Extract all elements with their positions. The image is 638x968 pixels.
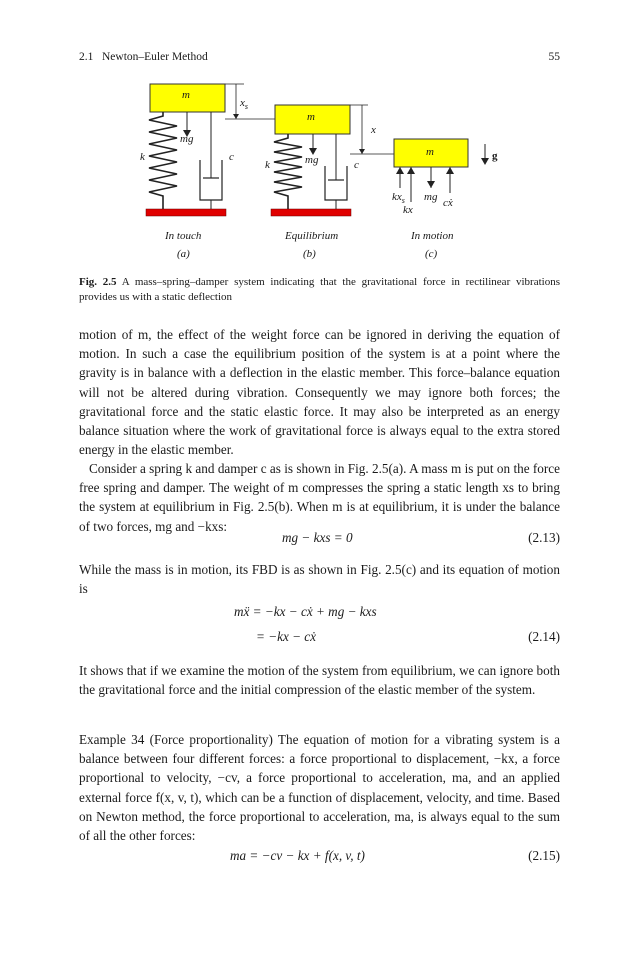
mg-arrowhead-c — [427, 181, 435, 188]
paragraph-4: It shows that if we examine the motion of the system from equilibrium, we can ignore both the gravitational force and the initial compression of the elastic member of the system. — [79, 663, 560, 698]
x-label: x — [371, 124, 376, 136]
xs-label: $x_s$ — [240, 97, 249, 111]
gravity-label: g — [492, 150, 498, 162]
panel-c-tag: (c) — [425, 248, 438, 260]
equation-2-13-number: (2.13) — [528, 530, 560, 545]
figure-caption — [79, 275, 560, 305]
paragraph-5-example-34: Example 34 (Force proportionality) The equation of motion for a vibrating system is a balance between four different forces: a force proportional to displacement, −kx, a force proportional to velocity, −cv, a force proportional to acceleration, ma, and an applied external force f(x, v, t), which can be a function of displacement, velocity, and time. Based on Newton method, the force proportional to acceleration, ma, is always equal to the sum of all the other forces: — [79, 732, 560, 844]
equation-2-14-number: (2.14) — [528, 629, 560, 644]
ground-b — [271, 209, 351, 216]
mass-label-a: m — [182, 89, 190, 101]
ground-a — [146, 209, 226, 216]
equation-2-15: ma = −cv − kx + f(x, v, t) — [230, 848, 365, 863]
spring-a — [149, 112, 177, 209]
figure-2-5 — [0, 78, 638, 268]
page-number: 55 — [548, 51, 560, 63]
kxs-arrowhead — [396, 167, 404, 174]
c-label-b: c — [354, 159, 359, 171]
paragraph-1: motion of m, the effect of the weight force can be ignored in deriving the equation of motion. In such a case the equilibrium position of the system is at a point where the gravity is in balance with a deflection in the elastic member. This force–balance equation will not be altered during vibration. Consequently we may ignore both forces; the gravitational force and the static elastic force. It may also be interpreted as an energy balance situation where the work of gravitational force is always equal to the extra stored energy in the elastic member. — [79, 327, 560, 458]
mass-label-c: m — [426, 146, 434, 158]
equation-2-14-line2: = −kx − cẋ — [256, 629, 317, 644]
panel-b-title: Equilibrium — [285, 230, 339, 242]
panel-b-tag: (b) — [303, 248, 316, 260]
equation-2-14-line1: mẍ = −kx − cẋ + mg − kxs — [234, 604, 377, 619]
section-title: 2.1 Newton–Euler Method — [79, 51, 208, 63]
c-label-a: c — [229, 151, 234, 163]
k-label-a: k — [140, 151, 145, 163]
cxdot-label: cẋ — [443, 197, 453, 209]
panel-a-title: In touch — [165, 230, 202, 242]
mass-label-b: m — [307, 111, 315, 123]
running-header — [79, 51, 208, 63]
panel-a-tag: (a) — [177, 248, 190, 260]
mg-label-a: mg — [180, 133, 194, 145]
paragraph-3: While the mass is in motion, its FBD is as shown in Fig. 2.5(c) and its equation of motion is — [79, 562, 560, 597]
mg-label-b: mg — [305, 154, 319, 166]
xs-dim-arrow — [233, 114, 239, 119]
caption-text: A mass–spring–damper system indicating that the gravitational force in rectilinear vibrations provides us with a static deflection — [79, 276, 560, 303]
panel-b — [265, 105, 400, 260]
kx-arrowhead — [407, 167, 415, 174]
panel-c — [392, 139, 498, 260]
spring-b — [274, 134, 302, 209]
kx-label: kx — [403, 204, 413, 216]
paragraph-2: Consider a spring k and damper c as is shown in Fig. 2.5(a). A mass m is put on the force free spring and damper. The weight of m compresses the spring a static length xs to bring the system at equilibrium in Fig. 2.5(b). When m is at equilibrium, it is under the balance of two forces, mg and −kxs: — [79, 461, 560, 534]
gravity-arrowhead — [481, 158, 489, 165]
kxs-label: $kx_s$ — [392, 191, 405, 205]
mg-label-c: mg — [424, 191, 438, 203]
x-dim-arrow — [359, 149, 365, 154]
panel-a — [140, 84, 275, 260]
k-label-b: k — [265, 159, 270, 171]
equation-2-13: mg − kxs = 0 — [282, 530, 353, 545]
equation-2-15-number: (2.15) — [528, 848, 560, 863]
caption-label: Fig. 2.5 — [79, 276, 117, 288]
panel-c-title: In motion — [411, 230, 454, 242]
cxdot-arrowhead — [446, 167, 454, 174]
